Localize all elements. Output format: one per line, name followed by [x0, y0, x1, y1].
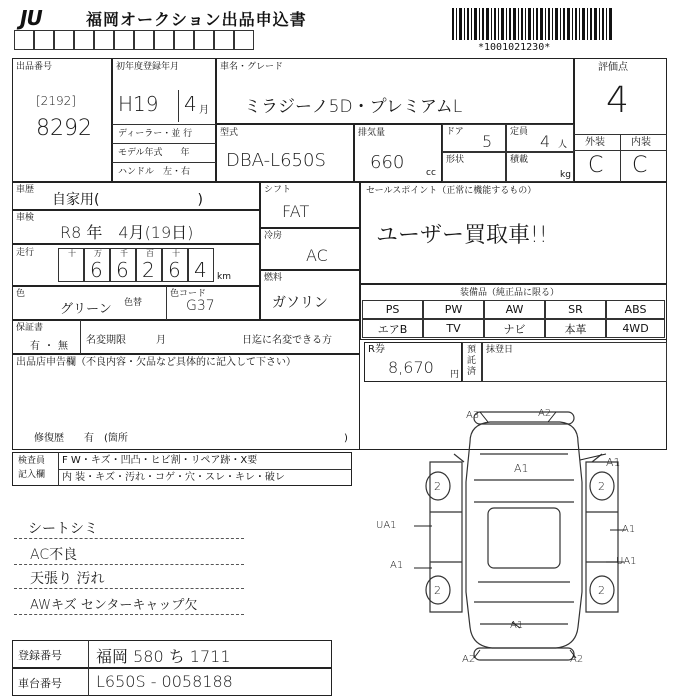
exterior-label: 外装	[585, 137, 605, 148]
model-year-label: モデル年式 年	[118, 148, 190, 158]
diagram-mark-7: UA1	[376, 520, 397, 531]
registration-box	[112, 58, 216, 182]
capacity-unit: 人	[558, 140, 568, 150]
car-body	[466, 422, 582, 648]
car-diagram	[370, 402, 670, 670]
diagram-mark-8: A1	[622, 524, 636, 535]
mileage-digit-3: 2	[142, 258, 155, 282]
plate-value: 福岡 580 ち 1711	[96, 647, 231, 666]
diagram-mark-9: A1	[390, 560, 404, 571]
equip-airbag: エアB	[362, 319, 423, 338]
recycle-label: R券	[368, 344, 385, 355]
exterior-grade: C	[588, 153, 604, 178]
inspector-label-1: 検査員	[18, 456, 46, 466]
rear-bumper	[474, 648, 574, 660]
mileage-digit-4: 6	[168, 258, 181, 282]
car-name-value: ミラジーノ5D・プレミアムL	[244, 97, 463, 117]
interior-label: 内装	[631, 137, 651, 148]
load-unit: kg	[560, 170, 571, 180]
mileage-place-3: 百	[146, 249, 154, 258]
inspection-value: R8 年 4月(19日)	[60, 223, 194, 242]
declaration-label: 出品店申告欄（不良内容・欠品など具体的に記入して下さい）	[16, 357, 296, 368]
shape-label: 形状	[446, 155, 465, 165]
fuel-label: 燃料	[264, 273, 283, 283]
dealer-label: ディーラー・並 行	[118, 129, 193, 139]
entry-label: 出品番号	[16, 62, 53, 72]
diagram-mark-13: A1	[510, 620, 524, 631]
displacement-label: 排気量	[358, 128, 386, 138]
equipment-label: 装備品（純正品に限る）	[460, 288, 560, 298]
sales-point-value: ユーザー買取車!!	[376, 223, 548, 248]
declaration-note-1: シートシミ	[28, 521, 98, 537]
registration-month: 4	[184, 92, 197, 116]
equip-tv: TV	[423, 319, 484, 338]
interior-grade: C	[632, 153, 648, 178]
load-label: 積載	[510, 155, 529, 165]
barcode-bars	[452, 8, 614, 40]
diagram-mark-10: UA1	[616, 556, 637, 567]
model-label: 型式	[220, 128, 239, 138]
diagram-mark-1: A3	[466, 410, 480, 421]
logo-text: JU	[20, 6, 42, 30]
score-label: 評価点	[598, 62, 628, 73]
diagram-mark-6: 2	[598, 480, 605, 493]
barcode	[452, 8, 614, 40]
entry-number: 8292	[36, 116, 92, 141]
mileage-place-1: 万	[94, 249, 102, 258]
name-change-label: 名変期限 月	[86, 335, 166, 346]
equip-leather: 本革	[545, 319, 606, 338]
diagram-mark-2: A2	[538, 408, 552, 419]
displacement-value: 660	[370, 152, 405, 173]
inspector-label-2: 記入欄	[18, 470, 46, 480]
mileage-digit-5: 4	[194, 258, 207, 282]
repair-label: 修復歴 有 (箇所	[34, 433, 128, 444]
handle-label: ハンドル 左・右	[118, 167, 191, 177]
equip-navi: ナビ	[484, 319, 545, 338]
inspection-label: 車検	[16, 213, 35, 223]
registration-label: 初年度登録年月	[116, 62, 180, 72]
fuel-value: ガソリン	[272, 295, 328, 311]
diagram-mark-5: 2	[434, 480, 441, 493]
score-value: 4	[606, 80, 629, 121]
capacity-label: 定員	[510, 127, 529, 137]
car-roof	[488, 508, 560, 568]
sales-point-label: セールスポイント（正常に機能するもの）	[366, 186, 537, 196]
declaration-note-3: 天張り 汚れ	[30, 571, 105, 587]
equip-aw: AW	[484, 300, 545, 319]
mileage-place-4: 十	[172, 249, 180, 258]
equip-sr: SR	[545, 300, 606, 319]
mileage-label: 走行	[16, 248, 35, 258]
doors-value: 5	[482, 132, 493, 151]
warranty-label: 保証書	[16, 323, 44, 333]
shift-label: シフト	[264, 185, 292, 195]
mileage-unit: km	[217, 272, 231, 282]
mileage-place-0: 十	[68, 249, 76, 258]
usage-value: 自家用( )	[52, 192, 203, 208]
deposit-label: 預託済	[467, 345, 477, 377]
plate-label: 登録番号	[18, 649, 62, 662]
chassis-label: 車台番号	[18, 677, 62, 690]
declaration-note-2: AC不良	[30, 547, 78, 563]
color-label: 色	[16, 289, 26, 299]
ac-label: 冷房	[264, 231, 283, 241]
registration-month-unit: 月	[199, 105, 209, 116]
doors-label: ドア	[446, 127, 464, 137]
form-title: 福岡オークション出品申込書	[86, 10, 307, 29]
paint-label: 色替	[124, 298, 143, 308]
color-value: グリーン	[60, 302, 112, 317]
diagram-mark-3: A1	[514, 462, 529, 475]
entry-sub-number: [2192]	[36, 94, 76, 108]
repair-close: )	[344, 433, 348, 444]
logo	[20, 6, 84, 30]
chassis-value: L650S - 0058188	[96, 672, 233, 691]
capacity-value: 4	[540, 132, 551, 151]
inspector-row-2: 内 装・キズ・汚れ・コゲ・穴・スレ・キレ・破レ	[62, 472, 285, 483]
barcode-number: *1001021230*	[478, 42, 551, 53]
equip-abs: ABS	[606, 300, 665, 319]
model-value: DBA-L650S	[226, 150, 326, 171]
usage-label: 車歴	[16, 185, 35, 195]
diagram-mark-4: A1	[606, 456, 621, 469]
declaration-note-4: AWキズ センターキャップ欠	[30, 598, 198, 613]
car-name-label: 車名・グレード	[220, 62, 284, 72]
diagram-mark-11: 2	[434, 584, 441, 597]
diagram-mark-12: 2	[598, 584, 605, 597]
mileage-digit-1: 6	[90, 258, 103, 282]
equip-4wd: 4WD	[606, 319, 665, 338]
diagram-mark-15: A2	[570, 654, 584, 665]
color-code-label: 色コード	[170, 289, 207, 299]
equip-ps: PS	[362, 300, 423, 319]
name-change-note: 日迄に名変できる方	[242, 335, 332, 346]
equip-pw: PW	[423, 300, 484, 319]
diagram-mark-14: A2	[462, 654, 476, 665]
registration-year: H19	[118, 92, 159, 116]
displacement-unit: cc	[426, 168, 436, 178]
color-code: G37	[186, 298, 215, 314]
shift-value: FAT	[282, 202, 310, 221]
warranty-options: 有・無	[30, 341, 72, 352]
ac-value: AC	[306, 246, 328, 265]
recycle-value: 8,670	[388, 358, 434, 377]
mileage-digit-2: 6	[116, 258, 129, 282]
extra-label: 抹登日	[486, 345, 514, 355]
mileage-place-2: 千	[120, 249, 128, 258]
inspector-row-1: F W・キズ・凹凸・ヒビ割・リペア跡・X要	[62, 455, 258, 466]
recycle-unit: 円	[450, 370, 460, 380]
